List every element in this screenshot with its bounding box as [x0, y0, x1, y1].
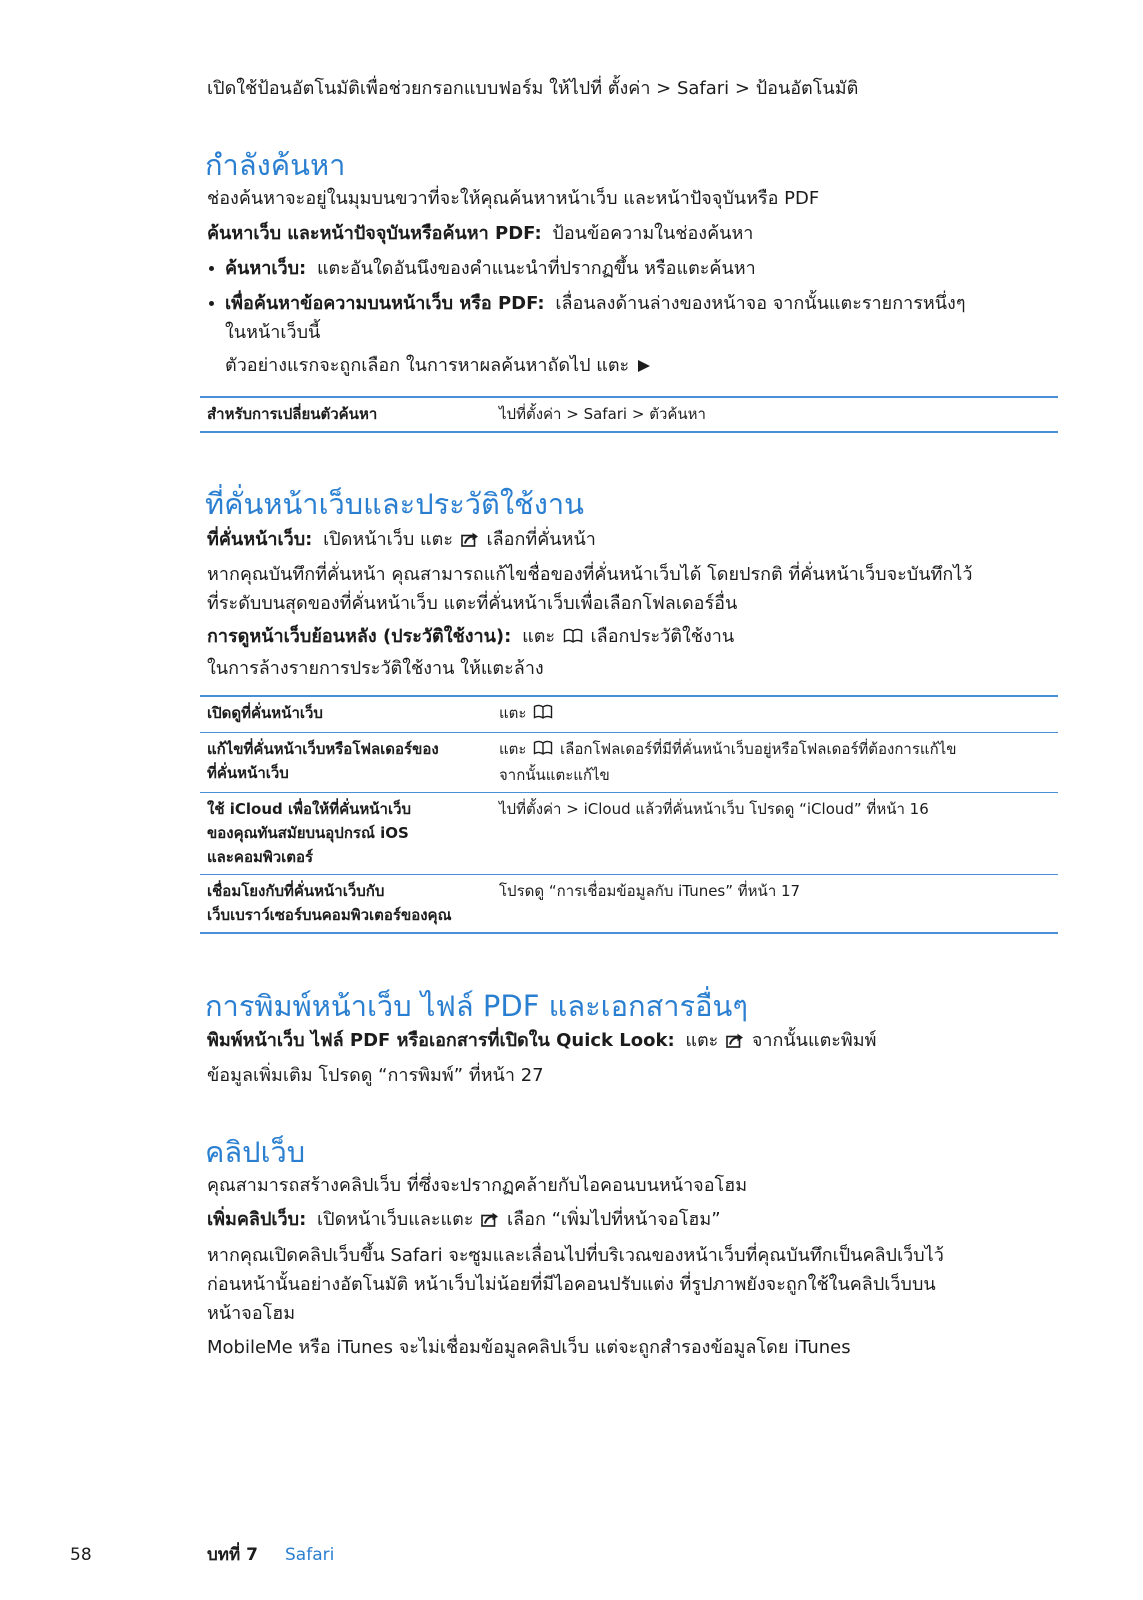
print-howto	[207, 1026, 1053, 1057]
bookmark-add-text: เปิดหน้าเว็บ แตะ	[323, 529, 454, 550]
action-icon	[726, 1028, 744, 1057]
bullet-find-on-page-label: เพื่อค้นหาข้อความบนหน้าเว็บ หรือ PDF:	[225, 293, 545, 314]
task-line: ของคุณทันสมัยบนอุปกรณ์ iOS	[207, 824, 409, 842]
task-line: ใช้ iCloud เพื่อให้ที่คั่นหน้าเว็บ	[207, 800, 412, 818]
table-action-cell: ไปที่ตั้งค่า > Safari > ตัวค้นหา	[492, 397, 1058, 432]
clear-history-tip: ในการล้างรายการประวัติใช้งาน ให้แตะล้าง	[207, 658, 544, 679]
bookmark-note-line: ที่ระดับบนสุดของที่คั่นหน้าเว็บ แตะที่คั่นหน้าเว็บเพื่อเลือกโฟลเดอร์อื่น	[207, 593, 738, 614]
bookmark-add-text-after: เลือกที่คั่นหน้า	[486, 529, 596, 550]
webclips-description: คุณสามารถสร้างคลิปเว็บ ที่ซึ่งจะปรากฏคล้ายกับไอคอนบนหน้าจอโฮม	[207, 1175, 748, 1196]
webclip-add-howto	[207, 1205, 1053, 1236]
table-task-cell	[200, 875, 492, 934]
table-task-cell	[200, 793, 492, 875]
page-content	[207, 74, 1053, 1362]
print-howto-label: พิมพ์หน้าเว็บ ไฟล์ PDF หรือเอกสารที่เปิดใน Quick Look:	[207, 1030, 675, 1051]
table-task-cell	[200, 733, 492, 793]
section-heading-bookmarks-history: ที่คั่นหน้าเว็บและประวัติใช้งาน	[205, 487, 584, 521]
search-howto-label: ค้นหาเว็บ และหน้าปัจจุบันหรือค้นหา PDF:	[207, 223, 542, 244]
table-action-cell	[492, 733, 1058, 793]
bullet-find-on-page	[207, 289, 1053, 347]
section-heading-webclips: คลิปเว็บ	[205, 1135, 306, 1169]
bookmarks-icon	[533, 739, 553, 763]
print-howto-text: แตะ	[685, 1030, 719, 1051]
chapter-label: บทที่ 7	[207, 1545, 258, 1565]
webclip-add-label: เพิ่มคลิปเว็บ:	[207, 1209, 307, 1230]
section-heading-searching: กำลังค้นหา	[205, 148, 346, 182]
search-howto-text: ป้อนข้อความในช่องค้นหา	[552, 223, 754, 244]
find-next-tip	[207, 351, 1053, 382]
chapter-title: Safari	[285, 1545, 335, 1565]
webclip-add-text: เปิดหน้าเว็บและแตะ	[317, 1209, 474, 1230]
table-row	[200, 793, 1058, 875]
table-task-cell: สำหรับการเปลี่ยนตัวค้นหา	[200, 397, 492, 432]
history-text: แตะ	[522, 626, 556, 647]
bookmark-add-howto	[207, 525, 1053, 556]
action-icon	[461, 527, 479, 556]
table-row	[200, 397, 1058, 432]
task-line: เว็บเบราว์เซอร์บนคอมพิวเตอร์ของคุณ	[207, 906, 452, 924]
table-row	[200, 733, 1058, 793]
history-text-after: เลือกประวัติใช้งาน	[590, 626, 735, 647]
table-task-cell	[200, 696, 492, 733]
print-more-info: ข้อมูลเพิ่มเติม โปรดดู “การพิมพ์” ที่หน้า 27	[207, 1065, 544, 1086]
bullet-dot	[209, 266, 214, 271]
search-description: ช่องค้นหาจะอยู่ในมุมบนขวาที่จะให้คุณค้นหาหน้าเว็บ และหน้าปัจจุบันหรือ PDF	[207, 188, 820, 209]
task-line: เชื่อมโยงกับที่คั่นหน้าเว็บกับ	[207, 882, 385, 900]
table-action-cell: ไปที่ตั้งค่า > iCloud แล้วที่คั่นหน้าเว็บ โปรดดู “iCloud” ที่หน้า 16	[492, 793, 1058, 875]
task-line: เปิดดูที่คั่นหน้าเว็บ	[207, 704, 323, 722]
search-settings-table	[200, 396, 1058, 433]
table-row	[200, 875, 1058, 934]
next-arrow-icon	[637, 353, 651, 382]
bookmarks-icon	[533, 703, 553, 727]
table-row	[200, 696, 1058, 733]
action-text: แตะ	[499, 740, 527, 758]
task-line: ที่คั่นหน้าเว็บ	[207, 764, 289, 782]
webclip-note-line: หากคุณเปิดคลิปเว็บขึ้น Safari จะซูมและเลื่อนไปที่บริเวณของหน้าเว็บที่คุณบันทึกเป็นคลิปเว็บไว้	[207, 1245, 944, 1266]
action-text-after: เลือกโฟลเดอร์ที่มีที่คั่นหน้าเว็บอยู่หรือโฟลเดอร์ที่ต้องการแก้ไข	[560, 740, 957, 758]
bullet-search-web	[207, 254, 1053, 283]
action-text: แตะ	[499, 704, 527, 722]
section-heading-printing: การพิมพ์หน้าเว็บ ไฟล์ PDF และเอกสารอื่นๆ	[205, 989, 748, 1023]
bookmarks-table	[200, 695, 1058, 934]
action-icon	[481, 1207, 499, 1236]
bookmark-note	[207, 560, 1053, 618]
print-howto-text-after: จากนั้นแตะพิมพ์	[751, 1030, 877, 1051]
autofill-tip: เปิดใช้ป้อนอัตโนมัติเพื่อช่วยกรอกแบบฟอร์ม ให้ไปที่ ตั้งค่า > Safari > ป้อนอัตโนมัติ	[207, 78, 859, 99]
action-text-cont: จากนั้นแตะแก้ไข	[499, 766, 610, 784]
find-next-text: ตัวอย่างแรกจะถูกเลือก ในการหาผลค้นหาถัดไป แตะ	[225, 355, 630, 376]
webclip-add-text-after: เลือก “เพิ่มไปที่หน้าจอโฮม”	[506, 1209, 721, 1230]
table-action-cell: โปรดดู “การเชื่อมข้อมูลกับ iTunes” ที่หน้า 17	[492, 875, 1058, 934]
bullet-dot	[209, 301, 214, 306]
bullet-search-web-label: ค้นหาเว็บ:	[225, 258, 307, 279]
task-line: แก้ไขที่คั่นหน้าเว็บหรือโฟลเดอร์ของ	[207, 740, 439, 758]
bullet-find-on-page-text-cont: ในหน้าเว็บนี้	[225, 322, 321, 343]
history-howto	[207, 622, 1053, 653]
webclip-sync-note: MobileMe หรือ iTunes จะไม่เชื่อมข้อมูลคลิปเว็บ แต่จะถูกสำรองข้อมูลโดย iTunes	[207, 1337, 851, 1358]
webclip-note-line: หน้าจอโฮม	[207, 1303, 296, 1324]
webclip-note	[207, 1241, 1053, 1328]
search-howto	[207, 219, 1053, 248]
bullet-find-on-page-text: เลื่อนลงด้านล่างของหน้าจอ จากนั้นแตะรายการหนึ่งๆ	[555, 293, 966, 314]
bookmark-note-line: หากคุณบันทึกที่คั่นหน้า คุณสามารถแก้ไขชื่อของที่คั่นหน้าเว็บได้ โดยปรกติ ที่คั่นหน้าเว็บจะบันทึกไว้	[207, 564, 973, 585]
bullet-search-web-text: แตะอันใดอันนึงของคำแนะนำที่ปรากฏขึ้น หรือแตะค้นหา	[316, 258, 756, 279]
bookmark-add-label: ที่คั่นหน้าเว็บ:	[207, 529, 313, 550]
bookmarks-icon	[563, 624, 583, 653]
task-line: และคอมพิวเตอร์	[207, 848, 314, 866]
webclip-note-line: ก่อนหน้านั้นอย่างอัตโนมัติ หน้าเว็บไม่น้อยที่มีไอคอนปรับแต่ง ที่รูปภาพยังจะถูกใช้ในคลิปเว็บบน	[207, 1274, 936, 1295]
history-label: การดูหน้าเว็บย้อนหลัง (ประวัติใช้งาน):	[207, 626, 512, 647]
page-number: 58	[70, 1545, 92, 1565]
table-action-cell	[492, 696, 1058, 733]
